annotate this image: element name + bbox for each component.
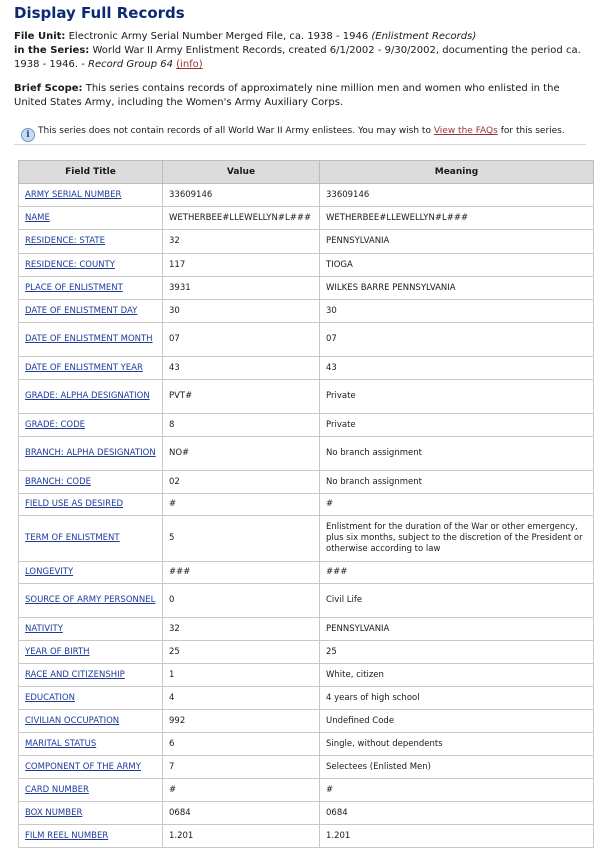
field-title-cell xyxy=(19,562,163,584)
meaning-cell: WILKES BARRE PENNSYLVANIA xyxy=(320,277,594,300)
field-title-link[interactable]: COMPONENT OF THE ARMY xyxy=(25,761,141,772)
info-icon: i xyxy=(21,128,35,142)
value-cell: 992 xyxy=(163,710,320,733)
field-title-link[interactable]: ARMY SERIAL NUMBER xyxy=(25,189,122,200)
field-title-link[interactable]: DATE OF ENLISTMENT MONTH xyxy=(25,334,153,344)
notice-text xyxy=(38,125,565,137)
field-title-link[interactable]: GRADE: ALPHA DESIGNATION xyxy=(25,391,150,401)
field-title-link[interactable]: NATIVITY xyxy=(25,623,63,634)
field-title-cell xyxy=(19,641,163,664)
value-cell: 5 xyxy=(163,516,320,562)
meaning-cell: Enlistment for the duration of the War or other emergency, plus six months, subject to the discretion of the President or otherwise according to law xyxy=(320,516,594,562)
value-cell: 8 xyxy=(163,414,320,437)
header-meaning: Meaning xyxy=(320,161,594,184)
value-cell: 33609146 xyxy=(163,184,320,207)
field-title-cell xyxy=(19,664,163,687)
brief-scope-text: This series contains records of approximately nine million men and women who enlisted in the United States Army, including the Women's Army Auxiliary Corps. xyxy=(14,83,560,108)
field-title-link[interactable]: SOURCE OF ARMY PERSONNEL xyxy=(25,595,156,605)
meaning-cell: WETHERBEE#LLEWELLYN#L### xyxy=(320,207,594,230)
meaning-cell: 07 xyxy=(320,323,594,357)
field-title-cell xyxy=(19,471,163,494)
meaning-cell: No branch assignment xyxy=(320,437,594,471)
table-row xyxy=(19,380,594,414)
meaning-cell: Undefined Code xyxy=(320,710,594,733)
table-row xyxy=(19,756,594,779)
notice-text-before: This series does not contain records of all World War II Army enlistees. You may wish to xyxy=(38,126,431,136)
field-title-cell xyxy=(19,710,163,733)
field-title-cell xyxy=(19,323,163,357)
value-cell: 07 xyxy=(163,323,320,357)
field-title-cell xyxy=(19,733,163,756)
field-title-cell xyxy=(19,802,163,825)
table-row xyxy=(19,825,594,848)
file-unit xyxy=(14,30,594,44)
meaning-cell: PENNSYLVANIA xyxy=(320,618,594,641)
table-row xyxy=(19,357,594,380)
value-cell: 7 xyxy=(163,756,320,779)
table-row xyxy=(19,300,594,323)
page-title: Display Full Records xyxy=(14,4,185,22)
value-cell: 32 xyxy=(163,230,320,254)
field-title-link[interactable]: TERM OF ENLISTMENT xyxy=(25,533,120,543)
value-cell: WETHERBEE#LLEWELLYN#L### xyxy=(163,207,320,230)
field-title-link[interactable]: DATE OF ENLISTMENT DAY xyxy=(25,305,138,316)
brief-scope xyxy=(14,82,590,110)
field-title-cell xyxy=(19,779,163,802)
table-body xyxy=(19,184,594,848)
table-row xyxy=(19,437,594,471)
field-title-cell xyxy=(19,300,163,323)
header-field-title: Field Title xyxy=(19,161,163,184)
table-row xyxy=(19,414,594,437)
table-row xyxy=(19,207,594,230)
field-title-cell xyxy=(19,184,163,207)
field-title-link[interactable]: RACE AND CITIZENSHIP xyxy=(25,669,125,680)
field-title-cell xyxy=(19,380,163,414)
field-title-link[interactable]: BOX NUMBER xyxy=(25,807,83,818)
field-title-link[interactable]: GRADE: CODE xyxy=(25,419,85,430)
field-title-cell xyxy=(19,516,163,562)
field-title-link[interactable]: NAME xyxy=(25,212,50,223)
table-row xyxy=(19,254,594,277)
field-title-cell xyxy=(19,414,163,437)
value-cell: 117 xyxy=(163,254,320,277)
field-title-link[interactable]: RESIDENCE: COUNTY xyxy=(25,259,115,270)
field-title-link[interactable]: DATE OF ENLISTMENT YEAR xyxy=(25,362,143,373)
meaning-cell: TIOGA xyxy=(320,254,594,277)
field-title-link[interactable]: RESIDENCE: STATE xyxy=(25,236,105,246)
meaning-cell: # xyxy=(320,494,594,516)
view-faqs-link[interactable]: View the FAQs xyxy=(433,126,498,136)
series-text: World War II Army Enlistment Records, created 6/1/2002 - 9/30/2002, documenting the period ca. 1938 - 1946. - xyxy=(14,45,581,70)
table-row xyxy=(19,618,594,641)
record-group: Record Group 64 xyxy=(88,59,173,70)
table-row xyxy=(19,641,594,664)
file-unit-text: Electronic Army Serial Number Merged File, ca. 1938 - 1946 xyxy=(68,31,369,42)
table-row xyxy=(19,323,594,357)
field-title-cell xyxy=(19,584,163,618)
value-cell: 32 xyxy=(163,618,320,641)
table-row xyxy=(19,733,594,756)
meaning-cell: 33609146 xyxy=(320,184,594,207)
meaning-cell: 30 xyxy=(320,300,594,323)
value-cell: PVT# xyxy=(163,380,320,414)
meaning-cell: ### xyxy=(320,562,594,584)
table-row xyxy=(19,230,594,254)
value-cell: 1 xyxy=(163,664,320,687)
value-cell: # xyxy=(163,494,320,516)
info-link[interactable]: (info) xyxy=(176,59,203,70)
meaning-cell: White, citizen xyxy=(320,664,594,687)
meaning-cell: Selectees (Enlisted Men) xyxy=(320,756,594,779)
table-row xyxy=(19,584,594,618)
value-cell: 4 xyxy=(163,687,320,710)
table-header-row xyxy=(19,161,594,184)
meaning-cell: PENNSYLVANIA xyxy=(320,230,594,254)
table-row xyxy=(19,471,594,494)
value-cell: 30 xyxy=(163,300,320,323)
value-cell: ### xyxy=(163,562,320,584)
brief-scope-label: Brief Scope: xyxy=(14,83,83,94)
meaning-cell: 4 years of high school xyxy=(320,687,594,710)
table-row xyxy=(19,687,594,710)
field-title-link[interactable]: BRANCH: ALPHA DESIGNATION xyxy=(25,448,156,458)
field-title-cell xyxy=(19,494,163,516)
meaning-cell: Civil Life xyxy=(320,584,594,618)
file-unit-italic: (Enlistment Records) xyxy=(371,31,477,42)
table-row xyxy=(19,664,594,687)
table-row xyxy=(19,494,594,516)
series xyxy=(14,44,594,72)
meaning-cell: # xyxy=(320,779,594,802)
meaning-cell: Private xyxy=(320,414,594,437)
field-title-cell xyxy=(19,825,163,848)
field-title-cell xyxy=(19,437,163,471)
field-title-link[interactable]: EDUCATION xyxy=(25,692,75,703)
table-row xyxy=(19,184,594,207)
field-title-cell xyxy=(19,207,163,230)
meaning-cell: No branch assignment xyxy=(320,471,594,494)
field-title-link[interactable]: PLACE OF ENLISTMENT xyxy=(25,282,123,293)
meaning-cell: Single, without dependents xyxy=(320,733,594,756)
meaning-cell: 1.201 xyxy=(320,825,594,848)
field-title-cell xyxy=(19,277,163,300)
file-unit-label: File Unit: xyxy=(14,31,66,42)
table-row xyxy=(19,516,594,562)
meaning-cell: 0684 xyxy=(320,802,594,825)
field-title-cell xyxy=(19,618,163,641)
meaning-cell: Private xyxy=(320,380,594,414)
meaning-cell: 43 xyxy=(320,357,594,380)
value-cell: 02 xyxy=(163,471,320,494)
meaning-cell: 25 xyxy=(320,641,594,664)
value-cell: 1.201 xyxy=(163,825,320,848)
value-cell: 3931 xyxy=(163,277,320,300)
table-row xyxy=(19,710,594,733)
field-title-link[interactable]: MARITAL STATUS xyxy=(25,738,97,749)
field-title-link[interactable]: CIVILIAN OCCUPATION xyxy=(25,715,120,726)
field-title-cell xyxy=(19,254,163,277)
field-title-link[interactable]: BRANCH: CODE xyxy=(25,476,91,487)
header-value: Value xyxy=(163,161,320,184)
series-label: in the Series: xyxy=(14,45,90,56)
notice-text-after: for this series. xyxy=(500,126,565,136)
field-title-link[interactable]: FIELD USE AS DESIRED xyxy=(25,499,123,509)
field-title-cell xyxy=(19,230,163,254)
field-title-link[interactable]: FILM REEL NUMBER xyxy=(25,830,109,841)
value-cell: 25 xyxy=(163,641,320,664)
field-title-cell xyxy=(19,357,163,380)
value-cell: 6 xyxy=(163,733,320,756)
value-cell: 0684 xyxy=(163,802,320,825)
field-title-link[interactable]: YEAR OF BIRTH xyxy=(25,646,90,657)
records-table xyxy=(18,160,594,848)
value-cell: 0 xyxy=(163,584,320,618)
value-cell: # xyxy=(163,779,320,802)
field-title-cell xyxy=(19,687,163,710)
table-row xyxy=(19,802,594,825)
value-cell: NO# xyxy=(163,437,320,471)
field-title-link[interactable]: LONGEVITY xyxy=(25,567,74,577)
field-title-cell xyxy=(19,756,163,779)
table-row xyxy=(19,562,594,584)
table-row xyxy=(19,277,594,300)
field-title-link[interactable]: CARD NUMBER xyxy=(25,784,89,795)
value-cell: 43 xyxy=(163,357,320,380)
table-row xyxy=(19,779,594,802)
notice-banner xyxy=(14,122,586,145)
